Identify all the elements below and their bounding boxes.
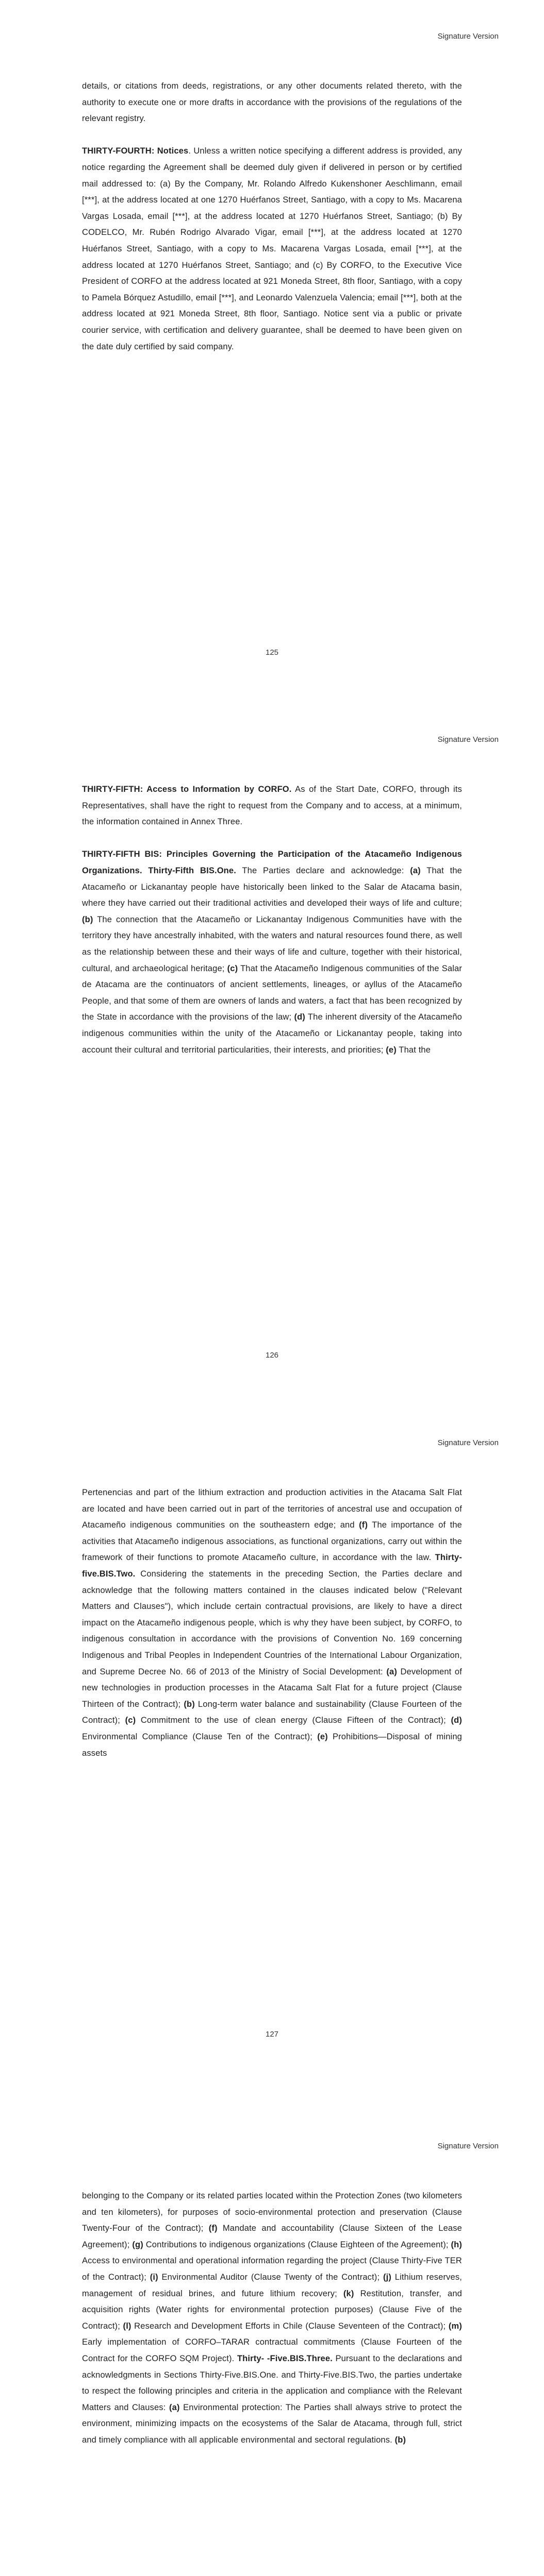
signature-version-header: Signature Version (437, 2142, 499, 2150)
paragraph-notices: THIRTY-FOURTH: Notices. Unless a written notice specifying a different address is provided, any notice regarding the Agreement shall be deemed duly given if delivered in person or by certified mail addressed to: (a) By the Company, Mr. Rolando Alfredo Kukenshoner Aeschlimann, email [***], at the address located at one 1270 Huérfanos Street, Santiago, with a copy to Ms. Macarena Vargas Losada, email [***], at the address located at 1270 Huérfanos Street, Santiago; (b) By CODELCO, Mr. Rubén Rodrigo Alvarado Vigar, email [***], at the address located at 1270 Huérfanos Street, Santiago, with a copy to Ms. Macarena Vargas Losada, email [***], at the address located at 1270 Huérfanos Street, Santiago; and (c) By CORFO, to the Executive Vice President of CORFO at the address located at 921 Moneda Street, 8th floor, Santiago, with a copy to Pamela Bórquez Astudillo, email [***], and Leonardo Valenzuela Valencia; email [***], both at the address located at 921 Moneda Street, 8th floor, Santiago. Notice sent via a public or private courier service, with certification and delivery guarantee, shall be deemed to have been given on the date duly certified by said company. (82, 146, 462, 351)
page-125 (0, 0, 544, 703)
page-number: 125 (265, 648, 279, 657)
page-body (82, 1485, 462, 1778)
page-body (82, 78, 462, 371)
page-body (82, 2188, 462, 2465)
page-body (82, 782, 462, 1075)
clause-heading: Thirty- -Five.BIS.Three. (237, 2353, 333, 2363)
paragraph: details, or citations from deeds, registrations, or any other documents related thereto, with the authority to execute one or more drafts in accordance with the provisions of the regulations of the relevant registry. (82, 81, 462, 124)
signature-version-header: Signature Version (437, 1438, 499, 1447)
paragraph: Pertenencias and part of the lithium extraction and production activities in the Atacama Salt Flat are located and have been carried out in part of the territories of ancestral use and occupation of Atacameño indigenous communities on the southeastern edge; and (f) The importance of the activities that Atacameño indigenous associations, as functional organizations, carry out within the framework of their functions to promote Atacameño culture, in accordance with the law. Thirty-five.BIS.Two. Considering the statements in the preceding Section, the Parties declare and acknowledge that the following matters contained in the clauses indicated below ("Relevant Matters and Clauses"), which include certain contractual provisions, are likely to have a direct impact on the Atacameño indigenous people, which is why they have been subject, by CORFO, to indigenous consultation in accordance with the provisions of Convention No. 169 concerning Indigenous and Tribal Peoples in Independent Countries of the International Labour Organization, and Supreme Decree No. 66 of 2013 of the Ministry of Social Development: (a) Development of new technologies in production processes in the Atacama Salt Flat for a future project (Clause Thirteen of the Contract); (b) Long-term water balance and sustainability (Clause Fourteen of the Contract); (c) Commitment to the use of clean energy (Clause Fifteen of the Contract); (d) Environmental Compliance (Clause Ten of the Contract); (e) Prohibitions—Disposal of mining assets (82, 1488, 463, 1758)
paragraph-principles: THIRTY-FIFTH BIS: Principles Governing the Participation of the Atacameño Indigenous Organizations. Thirty-Fifth BIS.One. The Parties declare and acknowledge: (a) That the Atacameño or Lickanantay people have historically been linked to the Salar de Atacama basin, where they have carried out their traditional activities and developed their ways of life and culture; (b) The connection that the Atacameño or Lickanantay Indigenous Communities have with the territory they have ancestrally inhabited, with the waters and natural resources found there, as well as the relationship between these and their ways of life and culture, together with their historical, cultural, and archaeological heritage; (c) That the Atacameño Indigenous communities of the Salar de Atacama are the continuators of ancient settlements, lineages, or ayllus of the Atacameño People, and that some of them are owners of lands and waters, a fact that has been recognized by the State in accordance with the provisions of the law; (d) The inherent diversity of the Atacameño indigenous communities within the unity of the Atacameño or Lickanantay people, taking into account their cultural and territorial particularities, their interests, and priorities; (e) That the (82, 850, 463, 1055)
paragraph: belonging to the Company or its related parties located within the Protection Zones (two kilometers and ten kilometers), for purposes of socio-environmental protection and preservation (Clause Twenty-Four of the Contract); (f) Mandate and accountability (Clause Sixteen of the Lease Agreement); (g) Contributions to indigenous organizations (Clause Eighteen of the Agreement); (h) Access to environmental and operational information regarding the project (Clause Thirty-Five TER of the Contract); (i) Environmental Auditor (Clause Twenty of the Contract); (j) Lithium reserves, management of residual brines, and future lithium recovery; (k) Restitution, transfer, and acquisition rights (Water rights for environmental protection purposes) (Clause Five of the Contract); (l) Research and Development Efforts in Chile (Clause Seventeen of the Contract); (m) Early implementation of CORFO–TARAR contractual commitments (Clause Fourteen of the Contract for the CORFO SQM Project). Thirty- -Five.BIS.Three. Pursuant to the declarations and acknowledgments in Sections Thirty-Five.BIS.One. and Thirty-Five.BIS.Two, the parties undertake to respect the following principles and criteria in the application and compliance with the Relevant Matters and Clauses: (a) Environmental protection: The Parties shall always strive to protect the environment, minimizing impacts on the ecosystems of the Salar de Atacama, through full, strict and timely compliance with all applicable environmental and sectoral regulations. (b) (82, 2191, 463, 2445)
page-128 (0, 2110, 544, 2576)
page-127 (0, 1406, 544, 2110)
clause-heading: THIRTY-FOURTH: Notices (82, 146, 189, 156)
page-number: 127 (265, 2030, 279, 2039)
page-126 (0, 703, 544, 1406)
signature-version-header: Signature Version (437, 32, 499, 41)
page-number: 126 (265, 1351, 279, 1360)
clause-heading: Thirty-five.BIS.Two. (82, 1553, 462, 1579)
clause-heading: THIRTY-FIFTH BIS: Principles Governing the Participation of the Atacameño Indigenous Organizations. Thirty-Fifth BIS.One. (82, 850, 462, 875)
clause-heading: THIRTY-FIFTH: Access to Information by CORFO. (82, 785, 292, 794)
paragraph-access: THIRTY-FIFTH: Access to Information by CORFO. As of the Start Date, CORFO, through its Representatives, shall have the right to request from the Company and to access, at a minimum, the information contained in Annex Three. (82, 785, 462, 827)
signature-version-header: Signature Version (437, 735, 499, 744)
